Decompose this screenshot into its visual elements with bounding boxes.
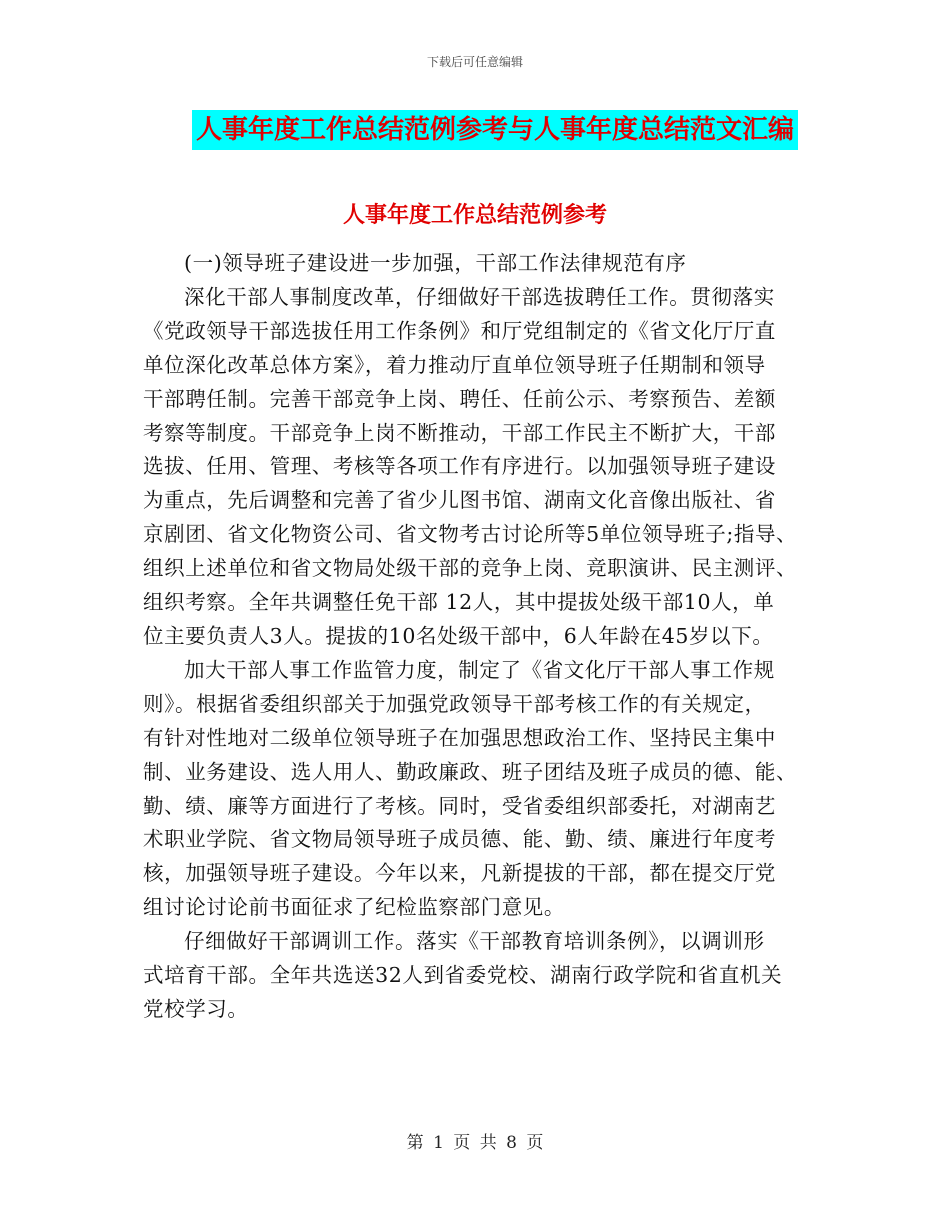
- main-title: 人事年度工作总结范例参考与人事年度总结范文汇编: [192, 110, 798, 150]
- sub-title: 人事年度工作总结范例参考: [342, 202, 607, 228]
- paragraph-1: 深化干部人事制度改革，仔细做好干部选拔聘任工作。贯彻落实 《党政领导干部选拔任用工作条例》和厅党组制定的《省文化厅厅直 单位深化改革总体方案》，着力推动厅直单位领导班子任期制和领导 干部聘任制。完善干部竞争上岗、聘任、任前公示、考察预告、差额 考察等制度。干部竞争上岗不断推动，干部工作民主不断扩大，干部 选拔、任用、管理、考核等各项工作有序进行。以加强领导班子建设 为重点，先后调整和完善了省少儿图书馆、湖南文化音像出版社、省 京剧团、省文化物资公司、省文物考古讨论所等5单位领导班子;指导、 组织上述单位和省文物局处级干部的竞争上岗、竞职演讲、民主测评、 组织考察。全年共调整任免干部 12人，其中提拔处级干部10人，单 位主要负责人3人。提拔的10名处级干部中，6人年龄在45岁以下。: [143, 284, 798, 648]
- document-body: [143, 247, 811, 1027]
- section-heading: (一)领导班子建设进一步加强，干部工作法律规范有序: [184, 251, 687, 275]
- paragraph-2: 加大干部人事工作监管力度，制定了《省文化厅干部人事工作规 则》。根据省委组织部关于加强党政领导干部考核工作的有关规定， 有针对性地对二级单位领导班子在加强思想政治工作、坚持民主集中 制、业务建设、选人用人、勤政廉政、班子团结及班子成员的德、能、 勤、绩、廉等方面进行了考核。同时，受省委组织部委托，对湖南艺 术职业学院、省文物局领导班子成员德、能、勤、绩、廉进行年度考 核，加强领导班子建设。今年以来，凡新提拔的干部，都在提交厅党 组讨论讨论前书面征求了纪检监察部门意见。: [143, 657, 798, 920]
- paragraph-3: 仔细做好干部调训工作。落实《干部教育培训条例》，以调训形 式培育干部。全年共选送32人到省委党校、湖南行政学院和省直机关 党校学习。: [143, 929, 783, 1021]
- header-note: 下载后可任意编辑: [426, 55, 523, 69]
- page-footer: 第 1 页 共 8 页: [406, 1133, 544, 1153]
- main-title-wrap: [0, 110, 950, 150]
